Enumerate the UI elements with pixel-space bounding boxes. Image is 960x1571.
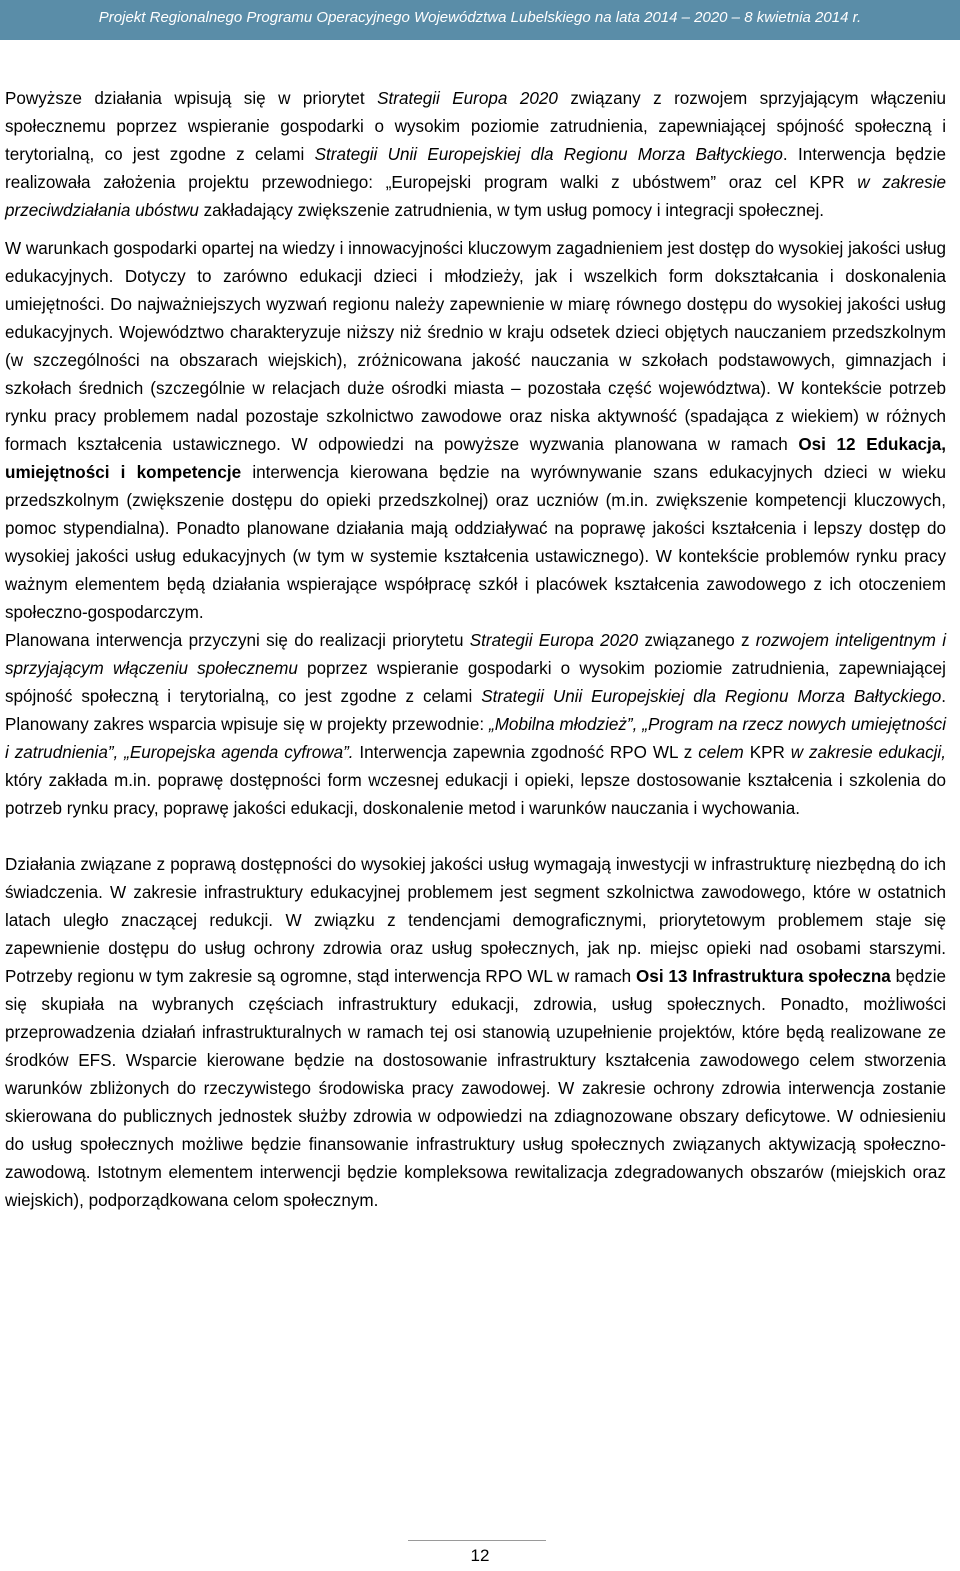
text-run: Strategii Europa 2020: [377, 89, 558, 108]
text-run: związanego z: [638, 631, 756, 650]
text-run: Powyższe działania wpisują się w priorytet: [5, 89, 378, 108]
text-run: . Planowany zakres wsparcia wpisuje się w projekty przewodnie:: [5, 687, 947, 734]
page-number: 12: [470, 1546, 490, 1565]
text-run: który zakłada m.in. poprawę dostępności form wczesnej edukacji i opieki, lepsze dostosowanie kształcenia i szkolenia do potrzeb rynku pracy, poprawę jakości edukacji, doskonalenie metod i warunków nauczania i wychowania.: [5, 771, 946, 818]
text-run: w zakresie edukacji,: [790, 743, 946, 762]
text-run: w zakresie przeciwdziałania ubóstwu: [5, 173, 947, 220]
text-run: Strategii Europa 2020: [469, 631, 639, 650]
text-run: zakładający zwiększenie zatrudnienia, w tym usług pomocy i integracji społecznej.: [198, 201, 825, 220]
text-run: Interwencja zapewnia zgodność RPO WL z: [353, 743, 699, 762]
text-run: Osi 13 Infrastruktura społeczna: [636, 967, 891, 986]
paragraph-priority: [5, 627, 946, 823]
text-run: będzie się skupiała na wybranych częściach infrastruktury edukacji, zdrowia, usług społecznych. Ponadto, możliwości przeprowadzenia działań infrastrukturalnych w ramach tej osi stanowią uzupełnienie projektów, które będą realizowane ze środków EFS. Wsparcie kierowane będzie na dostosowanie infrastruktury kształcenia zawodowego celem stworzenia warunków zbliżonych do rzeczywistego środowiska pracy zawodowej. W zakresie ochrony zdrowia interwencja zostanie skierowana do publicznych jednostek służby zdrowia w odpowiedzi na zdiagnozowane obszary deficytowe. W odniesieniu do usług społecznych możliwe będzie finansowanie infrastruktury usług społecznych związanych aktywizacją społeczno-zawodową. Istotnym elementem interwencji będzie kompleksowa rewitalizacja zdegradowanych obszarów (miejskich oraz wiejskich), podporządkowana celom społecznym.: [5, 967, 946, 1210]
text-run: Strategii Unii Europejskiej dla Regionu Morza Bałtyckiego: [314, 145, 783, 164]
text-run: Działania związane z poprawą dostępności do wysokiej jakości usług wymagają inwestycji w infrastrukturę niezbędną do ich świadczenia. W zakresie infrastruktury edukacyjnej problemem jest segment szkolnictwa zawodowego, które w ostatnich latach uległo znaczącej redukcji. W związku z tendencjami demograficznymi, priorytetowym problemem staje się zapewnienie dostępu do usług ochrony zdrowia oraz usług społecznych, jak np. miejsc opieki nad osobami starszymi. Potrzeby regionu w tym zakresie są ogromne, stąd interwencja RPO WL w ramach: [5, 855, 946, 986]
document-header: [0, 0, 960, 40]
text-run: rozwojem inteligentnym i sprzyjającym włączeniu społecznemu: [5, 631, 946, 678]
text-run: „Mobilna młodzież”, „Program na rzecz nowych umiejętności i zatrudnienia”, „Europejska agenda cyfrowa”.: [5, 715, 947, 762]
text-run: poprzez wspieranie gospodarki o wysokim poziomie zatrudnienia, zapewniającej spójność społeczną i terytorialną, co jest zgodne z celami: [5, 659, 946, 706]
paragraph-strategy: [5, 85, 946, 225]
header-title: Projekt Regionalnego Programu Operacyjnego Województwa Lubelskiego na lata 2014 – 2020 – 8 kwietnia 2014 r.: [98, 9, 862, 26]
text-run: KPR: [743, 743, 791, 762]
footer-divider: [408, 1540, 546, 1541]
text-run: celem: [698, 743, 744, 762]
text-run: Osi 12 Edukacja, umiejętności i kompetencje: [5, 435, 947, 482]
document-body: [5, 85, 946, 1215]
text-run: . Interwencja będzie realizowała założenia projektu przewodniego: „Europejski program walki z ubóstwem” oraz cel KPR: [5, 145, 946, 192]
paragraph-spacer: [5, 823, 946, 851]
paragraph-infrastructure: [5, 851, 946, 1215]
paragraph-spacer: [5, 225, 946, 235]
text-run: interwencja kierowana będzie na wyrównywanie szans edukacyjnych dzieci w wieku przedszkolnym (zwiększenie dostępu do opieki przedszkolnej) oraz uczniów (m.in. zwiększenie kompetencji kluczowych, pomoc stypendialna). Ponadto planowane działania mają oddziaływać na poprawę jakości kształcenia i lepszy dostęp do wysokiej jakości usług edukacyjnych (w tym w systemie kształcenia ustawicznego). W kontekście problemów rynku pracy ważnym elementem będą działania wspierające współpracę szkół i placówek kształcenia zawodowego z ich otoczeniem społeczno-gospodarczym.: [5, 463, 946, 622]
text-run: Planowana interwencja przyczyni się do realizacji priorytetu: [5, 631, 470, 650]
text-run: Strategii Unii Europejskiej dla Regionu Morza Bałtyckiego: [481, 687, 942, 706]
text-run: związany z rozwojem sprzyjającym włączeniu społecznemu poprzez wspieranie gospodarki o wysokim poziomie zatrudnienia, zapewniającej spójność społeczną i terytorialną, co jest zgodne z celami: [5, 89, 946, 164]
paragraph-education: [5, 235, 946, 627]
text-run: W warunkach gospodarki opartej na wiedzy i innowacyjności kluczowym zagadnieniem jest dostęp do wysokiej jakości usług edukacyjnych. Dotyczy to zarówno edukacji dzieci i młodzieży, jak i wszelkich form dokształcania i doskonalenia umiejętności. Do najważniejszych wyzwań regionu należy zapewnienie w miarę równego dostępu do wysokiej jakości usług edukacyjnych. Województwo charakteryzuje niższy niż średnio w kraju odsetek dzieci objętych nauczaniem przedszkolnym (w szczególności na obszarach wiejskich), zróżnicowana jakość nauczania w szkołach podstawowych, gimnazjach i szkołach średnich (szczególnie w relacjach duże ośrodki miasta – pozostała część województwa). W kontekście potrzeb rynku pracy problemem nadal pozostaje szkolnictwo zawodowe oraz niska aktywność (spadająca z wiekiem) w różnych formach kształcenia ustawicznego. W odpowiedzi na powyższe wyzwania planowana w ramach: [5, 239, 946, 454]
